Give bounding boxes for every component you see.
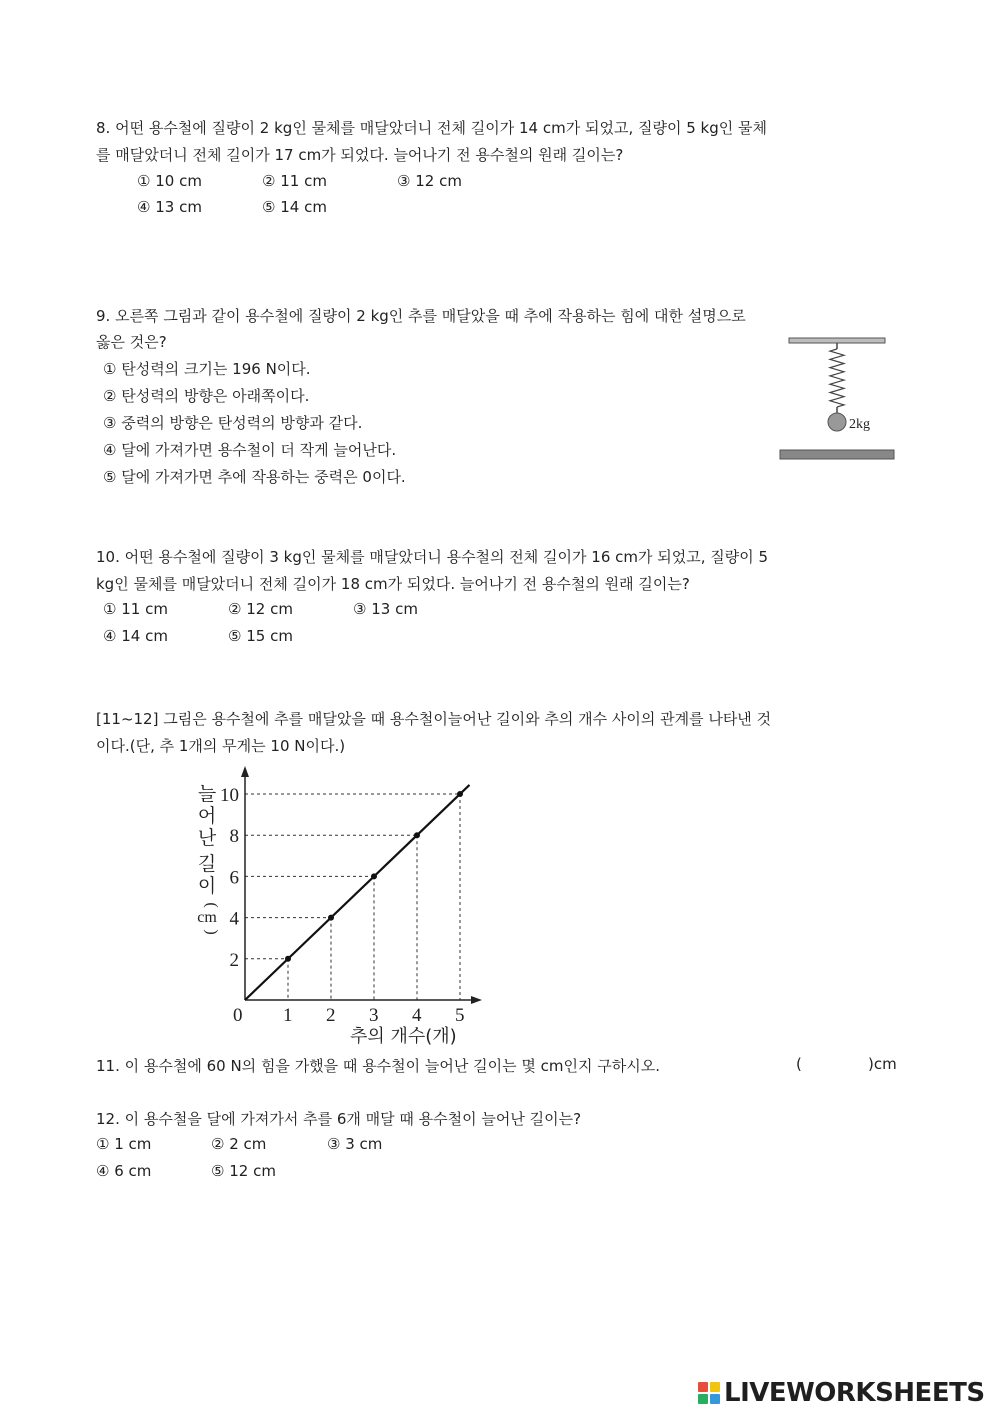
q9-option-3: ③ 중력의 방향은 탄성력의 방향과 같다. (103, 414, 363, 432)
x-tick-label: 4 (412, 1005, 422, 1026)
q11-answer-input[interactable] (809, 1052, 865, 1072)
logo-blocks-icon (698, 1382, 720, 1404)
q8-option-1: ① 10 cm (137, 172, 202, 190)
y-tick-label: 4 (229, 908, 239, 930)
q11-text: 11. 이 용수철에 60 N의 힘을 가했을 때 용수철이 늘어난 길이는 몇 cm인지 구하시오. (96, 1057, 660, 1075)
intro-text-line1: [11~12] 그림은 용수철에 추를 매달았을 때 용수철이늘어난 길이와 추의 개수 사이의 관계를 나타낸 것 (96, 710, 772, 728)
q11-answer-close: )cm (868, 1055, 897, 1073)
q10-option-5: ⑤ 15 cm (228, 627, 293, 645)
q12-option-5: ⑤ 12 cm (211, 1162, 276, 1180)
y-axis-label-unit: cm (197, 909, 217, 926)
q10-option-1: ① 11 cm (103, 600, 168, 618)
x-tick-label: 3 (369, 1005, 379, 1026)
weight-label: 2kg (849, 417, 870, 432)
q12-option-2: ② 2 cm (211, 1135, 267, 1153)
data-point (285, 956, 291, 962)
q8-option-3: ③ 12 cm (397, 172, 462, 190)
y-axis-label-char: 어 (197, 805, 217, 827)
intro-text-line2: 이다.(단, 추 1개의 무게는 10 N이다.) (96, 737, 346, 755)
q8-option-5: ⑤ 14 cm (262, 198, 327, 216)
q10-option-2: ② 12 cm (228, 600, 293, 618)
q10-text-line2: kg인 물체를 매달았더니 전체 길이가 18 cm가 되었다. 늘어나기 전 용수철의 원래 길이는? (96, 575, 690, 593)
q10-option-4: ④ 14 cm (103, 627, 168, 645)
ceiling-bar (789, 338, 885, 343)
spring-coil (830, 349, 844, 407)
q9-option-4: ④ 달에 가져가면 용수철이 더 작게 늘어난다. (103, 441, 397, 459)
logo-block (710, 1382, 720, 1392)
data-point (414, 832, 420, 838)
y-axis-label-paren: ) (203, 929, 220, 935)
y-axis-label-char: 늘 (197, 783, 217, 805)
q12-text: 12. 이 용수철을 달에 가져가서 추를 6개 매달 때 용수철이 늘어난 길이는? (96, 1110, 582, 1128)
y-tick-label: 6 (229, 867, 239, 889)
y-tick-label: 8 (229, 826, 239, 848)
liveworksheets-logo (698, 1378, 985, 1408)
series-line (245, 785, 469, 1000)
data-point (457, 791, 463, 797)
q8-text-line2: 를 매달았더니 전체 길이가 17 cm가 되었다. 늘어나기 전 용수철의 원래 길이는? (96, 146, 624, 164)
data-point (371, 873, 377, 879)
logo-block (710, 1394, 720, 1404)
y-axis-label-char: 길 (197, 853, 217, 875)
q9-option-2: ② 탄성력의 방향은 아래쪽이다. (103, 387, 310, 405)
q9-option-1: ① 탄성력의 크기는 196 N이다. (103, 360, 311, 378)
q9-option-5: ⑤ 달에 가져가면 추에 작용하는 중력은 0이다. (103, 468, 406, 486)
x-tick-label: 1 (283, 1005, 293, 1026)
q10-option-3: ③ 13 cm (353, 600, 418, 618)
y-axis-arrow (241, 766, 249, 777)
x-tick-label: 2 (326, 1005, 336, 1026)
spring-weight-figure (775, 335, 900, 465)
y-axis-label-paren: ( (203, 902, 220, 908)
logo-text: LIVEWORKSHEETS (724, 1378, 985, 1408)
q8-text-line1: 8. 어떤 용수철에 질량이 2 kg인 물체를 매달았더니 전체 길이가 14 cm가 되었고, 질량이 5 kg인 물체 (96, 119, 767, 137)
logo-block (698, 1394, 708, 1404)
data-point (328, 915, 334, 921)
q11-answer-open: ( (796, 1055, 802, 1073)
q12-option-1: ① 1 cm (96, 1135, 152, 1153)
q9-text-line1: 9. 오른쪽 그림과 같이 용수철에 질량이 2 kg인 추를 매달았을 때 추에 작용하는 힘에 대한 설명으로 (96, 307, 746, 325)
x-axis-label: 추의 개수(개) (350, 1026, 457, 1047)
y-axis-label-char: 이 (197, 875, 217, 897)
logo-block (698, 1382, 708, 1392)
q10-text-line1: 10. 어떤 용수철에 질량이 3 kg인 물체를 매달았더니 용수철의 전체 길이가 16 cm가 되었고, 질량이 5 (96, 548, 769, 566)
q12-option-3: ③ 3 cm (327, 1135, 383, 1153)
spring-stretch-chart (190, 760, 500, 1050)
q9-text-line2: 옳은 것은? (96, 333, 167, 351)
weight-ball (828, 413, 846, 431)
x-axis-arrow (471, 996, 482, 1004)
floor-block (780, 450, 894, 459)
y-tick-label: 2 (229, 949, 239, 971)
x-tick-label: 0 (233, 1005, 243, 1026)
q8-option-4: ④ 13 cm (137, 198, 202, 216)
x-tick-label: 5 (455, 1005, 465, 1026)
q8-option-2: ② 11 cm (262, 172, 327, 190)
y-axis-label-char: 난 (197, 827, 217, 849)
q12-option-4: ④ 6 cm (96, 1162, 152, 1180)
y-tick-label: 10 (220, 785, 239, 806)
